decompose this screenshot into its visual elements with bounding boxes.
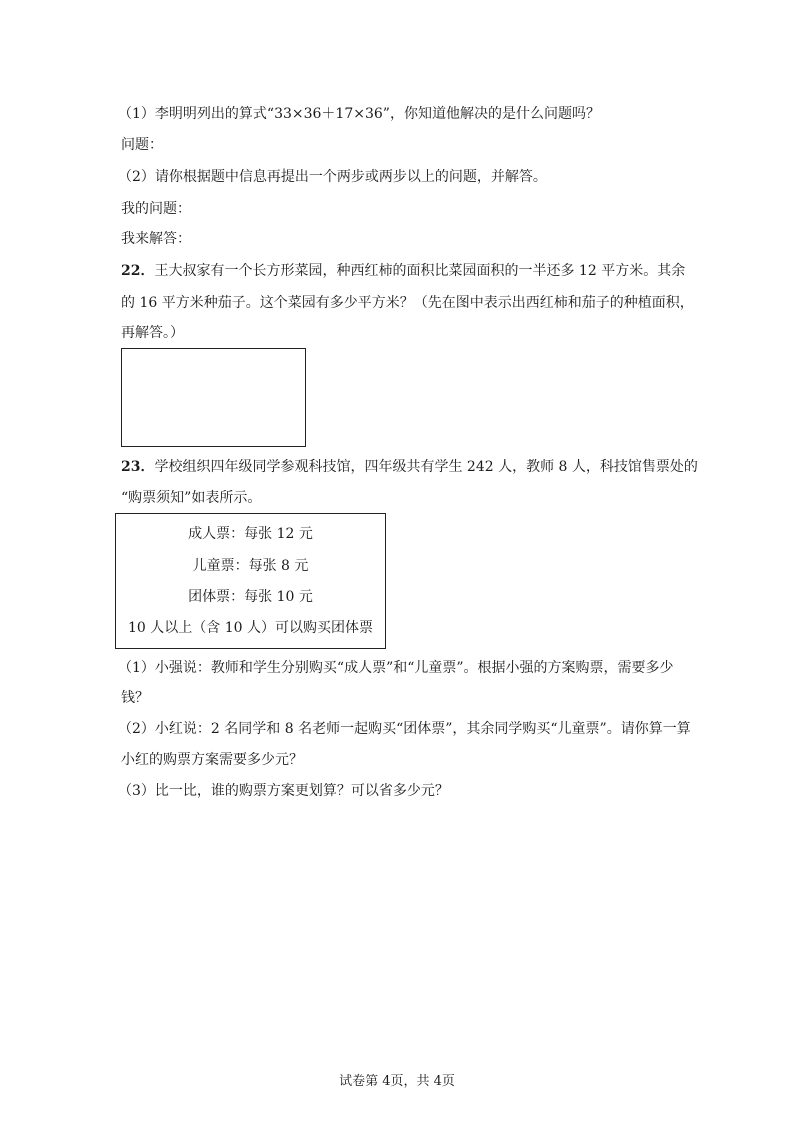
q22-line2: 的 16 平方米种茄子。这个菜园有多少平方米？（先在图中表示出西红柿和茄子的种植面积，	[121, 295, 694, 311]
q23-line1	[121, 457, 698, 477]
q23-part1-line2: 钱？	[121, 690, 149, 706]
ticket-notice-box	[115, 513, 386, 649]
q22-number: 22．	[121, 263, 155, 279]
q22-text-1: 王大叔家有一个长方形菜园，种西红柿的面积比菜园面积的一半还多 12 平方米。其余	[154, 263, 686, 279]
q23-line2: “购票须知”如表所示。	[121, 490, 262, 506]
q21-problem-label: 问题：	[121, 137, 163, 153]
q23-part1-line1: （1）小强说：教师和学生分别购买“成人票”和“儿童票”。根据小强的方案购票，需要多少	[118, 660, 674, 676]
notice-group-rule: 10 人以上（含 10 人）可以购买团体票	[128, 620, 373, 636]
q22-line1	[121, 261, 685, 281]
q23-part3: （3）比一比，谁的购票方案更划算？可以省多少元？	[118, 783, 449, 799]
q23-text-1: 学校组织四年级同学参观科技馆，四年级共有学生 242 人，教师 8 人，科技馆售票处的	[154, 459, 698, 475]
q21-part1: （1）李明明列出的算式“33×36＋17×36”，你知道他解决的是什么问题吗？	[118, 106, 600, 122]
q23-part2-line1: （2）小红说：2 名同学和 8 名老师一起购买“团体票”，其余同学购买“儿童票”。请你算一算	[118, 721, 691, 737]
q22-line3: 再解答。）	[121, 325, 184, 341]
q21-my-question-label: 我的问题：	[121, 201, 191, 217]
garden-rectangle	[121, 348, 306, 447]
notice-group-ticket: 团体票：每张 10 元	[188, 589, 313, 605]
q23-part2-line2: 小红的购票方案需要多少元？	[121, 752, 303, 768]
notice-child-ticket: 儿童票：每张 8 元	[192, 558, 309, 574]
page-footer: 试卷第 4页，共 4页	[339, 1074, 455, 1089]
q21-part2: （2）请你根据题中信息再提出一个两步或两步以上的问题，并解答。	[118, 169, 547, 185]
q21-my-answer-label: 我来解答：	[121, 231, 191, 247]
q23-number: 23．	[121, 459, 155, 475]
notice-adult-ticket: 成人票：每张 12 元	[188, 526, 313, 542]
